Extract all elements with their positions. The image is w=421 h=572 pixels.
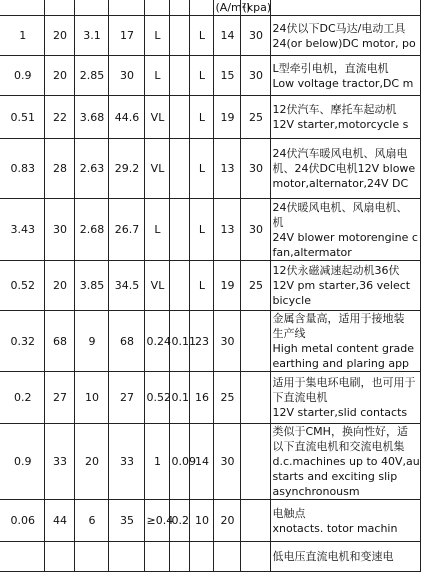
- table-cell: L: [189, 96, 213, 139]
- description-line: fan,altermator: [272, 245, 352, 259]
- table-cell: 30: [44, 199, 74, 261]
- description-line: 24V blower motorengine c: [272, 230, 418, 244]
- table-row: [0, 372, 420, 424]
- description-line: 12V starter,motorcycle s: [272, 118, 409, 131]
- table-cell: [108, 542, 144, 572]
- table-cell: 10: [74, 372, 108, 424]
- description-line: 电触点: [272, 506, 306, 520]
- table-cell: 34.5: [108, 261, 144, 311]
- table-cell: L: [189, 56, 213, 96]
- table-cell: 44: [44, 500, 74, 542]
- table-cell: 0.2: [0, 372, 44, 424]
- description-line: 金属含量高，适用于接地装: [272, 312, 405, 325]
- table-cell: 20: [213, 500, 240, 542]
- table-cell: 10: [189, 500, 213, 542]
- table-cell: 0.11: [169, 311, 189, 372]
- table-cell: 14: [213, 16, 240, 56]
- table-cell: 30: [240, 199, 270, 261]
- description-line: High metal content grade: [272, 342, 414, 355]
- header-row: [0, 0, 420, 16]
- description-line: asynchronousm: [272, 485, 360, 498]
- table-cell: 1: [0, 16, 44, 56]
- table-cell: 20: [74, 424, 108, 500]
- description-line: bicycle: [272, 294, 311, 307]
- table-cell: 25: [213, 372, 240, 424]
- description-line: 类似于CMH，换向性好，适: [272, 425, 408, 438]
- table-cell: 27: [108, 372, 144, 424]
- table-cell: 20: [44, 16, 74, 56]
- description-line: Low voltage tractor,DC m: [272, 76, 414, 90]
- table-cell: 0.09: [169, 424, 189, 500]
- description-line: 24伏汽车暖风电机、风扇电: [272, 147, 408, 160]
- table-cell: 13: [213, 199, 240, 261]
- table-cell: 19: [213, 261, 240, 311]
- table-cell: 14: [189, 424, 213, 500]
- table-row: [0, 261, 420, 311]
- table-cell: 25: [240, 261, 270, 311]
- table-cell: 2.85: [74, 56, 108, 96]
- table-cell: 30: [240, 16, 270, 56]
- table-row: [0, 96, 420, 139]
- table-cell: 2.68: [74, 199, 108, 261]
- application-description: [270, 372, 420, 424]
- description-line: 生产线: [272, 327, 306, 340]
- description-line: 机、24伏DC电机12V blowe: [272, 162, 416, 175]
- description-line: 12V starter,slid contacts: [272, 406, 408, 419]
- application-description: [270, 424, 420, 500]
- table-cell: 26.7: [108, 199, 144, 261]
- table-cell: L: [189, 199, 213, 261]
- description-line: 低电压直流电机和变速电: [272, 550, 394, 563]
- table-cell: 44.6: [108, 96, 144, 139]
- table-cell: 30: [240, 139, 270, 199]
- description-line: 机: [272, 215, 284, 229]
- description-line: 24伏以下DC马达/电动工具: [272, 21, 406, 35]
- table-cell: [169, 261, 189, 311]
- table-cell: 0.52: [0, 261, 44, 311]
- description-line: earthing and plaring app: [272, 357, 410, 370]
- table-row: [0, 56, 420, 96]
- table-row: [0, 16, 420, 56]
- table-cell: 68: [108, 311, 144, 372]
- table-cell: [169, 199, 189, 261]
- application-description: [270, 199, 420, 261]
- table-cell: 0.06: [0, 500, 44, 542]
- table-cell: 0.51: [0, 96, 44, 139]
- table-cell: 16: [189, 372, 213, 424]
- description-line: 以下直流电机和交流电机集: [272, 440, 405, 453]
- table-cell: [169, 542, 189, 572]
- table-cell: 0.9: [0, 424, 44, 500]
- application-description: [270, 139, 420, 199]
- table-cell: 22: [44, 96, 74, 139]
- table-cell: VL: [144, 96, 169, 139]
- header-pressure: (kpa): [240, 0, 270, 16]
- application-description: [270, 542, 420, 572]
- description-line: 24(or below)DC motor, po: [272, 36, 416, 50]
- description-line: xnotacts. totor machin: [272, 521, 398, 535]
- table-cell: 3.85: [74, 261, 108, 311]
- table-cell: 29.2: [108, 139, 144, 199]
- table-cell: ≥0.4: [144, 500, 169, 542]
- table-cell: [240, 500, 270, 542]
- table-cell: 3.1: [74, 16, 108, 56]
- table-cell: [169, 139, 189, 199]
- table-cell: 17: [108, 16, 144, 56]
- table-cell: 20: [44, 56, 74, 96]
- table-cell: 25: [240, 96, 270, 139]
- table-cell: 30: [213, 311, 240, 372]
- table-row: [0, 500, 420, 542]
- table-cell: 68: [44, 311, 74, 372]
- description-line: L型牵引电机，直流电机: [272, 61, 389, 75]
- table-cell: 0.24: [144, 311, 169, 372]
- table-row: [0, 424, 420, 500]
- table-cell: [240, 542, 270, 572]
- table-row: [0, 311, 420, 372]
- description-line: 12V pm starter,36 velect: [272, 279, 411, 292]
- table-cell: [44, 542, 74, 572]
- table-cell: L: [189, 261, 213, 311]
- application-description: [270, 16, 420, 56]
- description-line: 24伏暖风电机、风扇电机、: [272, 200, 408, 214]
- table-cell: 1: [144, 424, 169, 500]
- table-cell: 6: [74, 500, 108, 542]
- table-cell: [213, 542, 240, 572]
- table-cell: 33: [108, 424, 144, 500]
- table-cell: 0.83: [0, 139, 44, 199]
- table-cell: [240, 311, 270, 372]
- table-cell: 30: [213, 424, 240, 500]
- table-cell: [169, 56, 189, 96]
- table-cell: [74, 542, 108, 572]
- table-cell: 33: [44, 424, 74, 500]
- application-description: [270, 56, 420, 96]
- table-cell: [0, 542, 44, 572]
- table-cell: 0.1: [169, 372, 189, 424]
- table-cell: L: [144, 56, 169, 96]
- table-cell: VL: [144, 139, 169, 199]
- header-current-density: (A/m²): [213, 0, 240, 16]
- application-description: [270, 96, 420, 139]
- table-cell: 3.43: [0, 199, 44, 261]
- table-cell: [240, 424, 270, 500]
- table-row: [0, 542, 420, 572]
- table-cell: VL: [144, 261, 169, 311]
- description-line: 下直流电机: [272, 391, 328, 404]
- table-cell: 2.63: [74, 139, 108, 199]
- table-cell: [240, 372, 270, 424]
- table-cell: 0.9: [0, 56, 44, 96]
- table-cell: [189, 542, 213, 572]
- application-description: [270, 261, 420, 311]
- description-line: 适用于集电环电刷，也可用于: [272, 376, 416, 389]
- description-line: 12伏永磁减速起动机36伏: [272, 264, 400, 277]
- table-cell: 0.52: [144, 372, 169, 424]
- table-row: [0, 139, 420, 199]
- table-cell: 3.68: [74, 96, 108, 139]
- application-description: [270, 500, 420, 542]
- table-cell: 19: [213, 96, 240, 139]
- table-cell: 30: [108, 56, 144, 96]
- table-cell: 27: [44, 372, 74, 424]
- table-cell: 20: [44, 261, 74, 311]
- table-cell: 28: [44, 139, 74, 199]
- table-cell: 35: [108, 500, 144, 542]
- table-cell: 30: [240, 56, 270, 96]
- table-cell: [144, 542, 169, 572]
- table-cell: [169, 16, 189, 56]
- table-cell: 13: [213, 139, 240, 199]
- table-cell: 9: [74, 311, 108, 372]
- description-line: d.c.machines up to 40V,au: [272, 455, 420, 468]
- table-cell: L: [189, 139, 213, 199]
- table-cell: 0.32: [0, 311, 44, 372]
- description-line: motor,alternator,24V DC: [272, 177, 409, 190]
- table-cell: L: [144, 16, 169, 56]
- table-cell: [169, 96, 189, 139]
- table-row: [0, 199, 420, 261]
- table-cell: 23: [189, 311, 213, 372]
- table-cell: L: [144, 199, 169, 261]
- description-line: starts and exciting slip: [272, 470, 398, 483]
- application-description: [270, 311, 420, 372]
- table-cell: L: [189, 16, 213, 56]
- table-cell: 15: [213, 56, 240, 96]
- description-line: 12伏汽车、摩托车起动机: [272, 103, 397, 116]
- table-cell: 0.2: [169, 500, 189, 542]
